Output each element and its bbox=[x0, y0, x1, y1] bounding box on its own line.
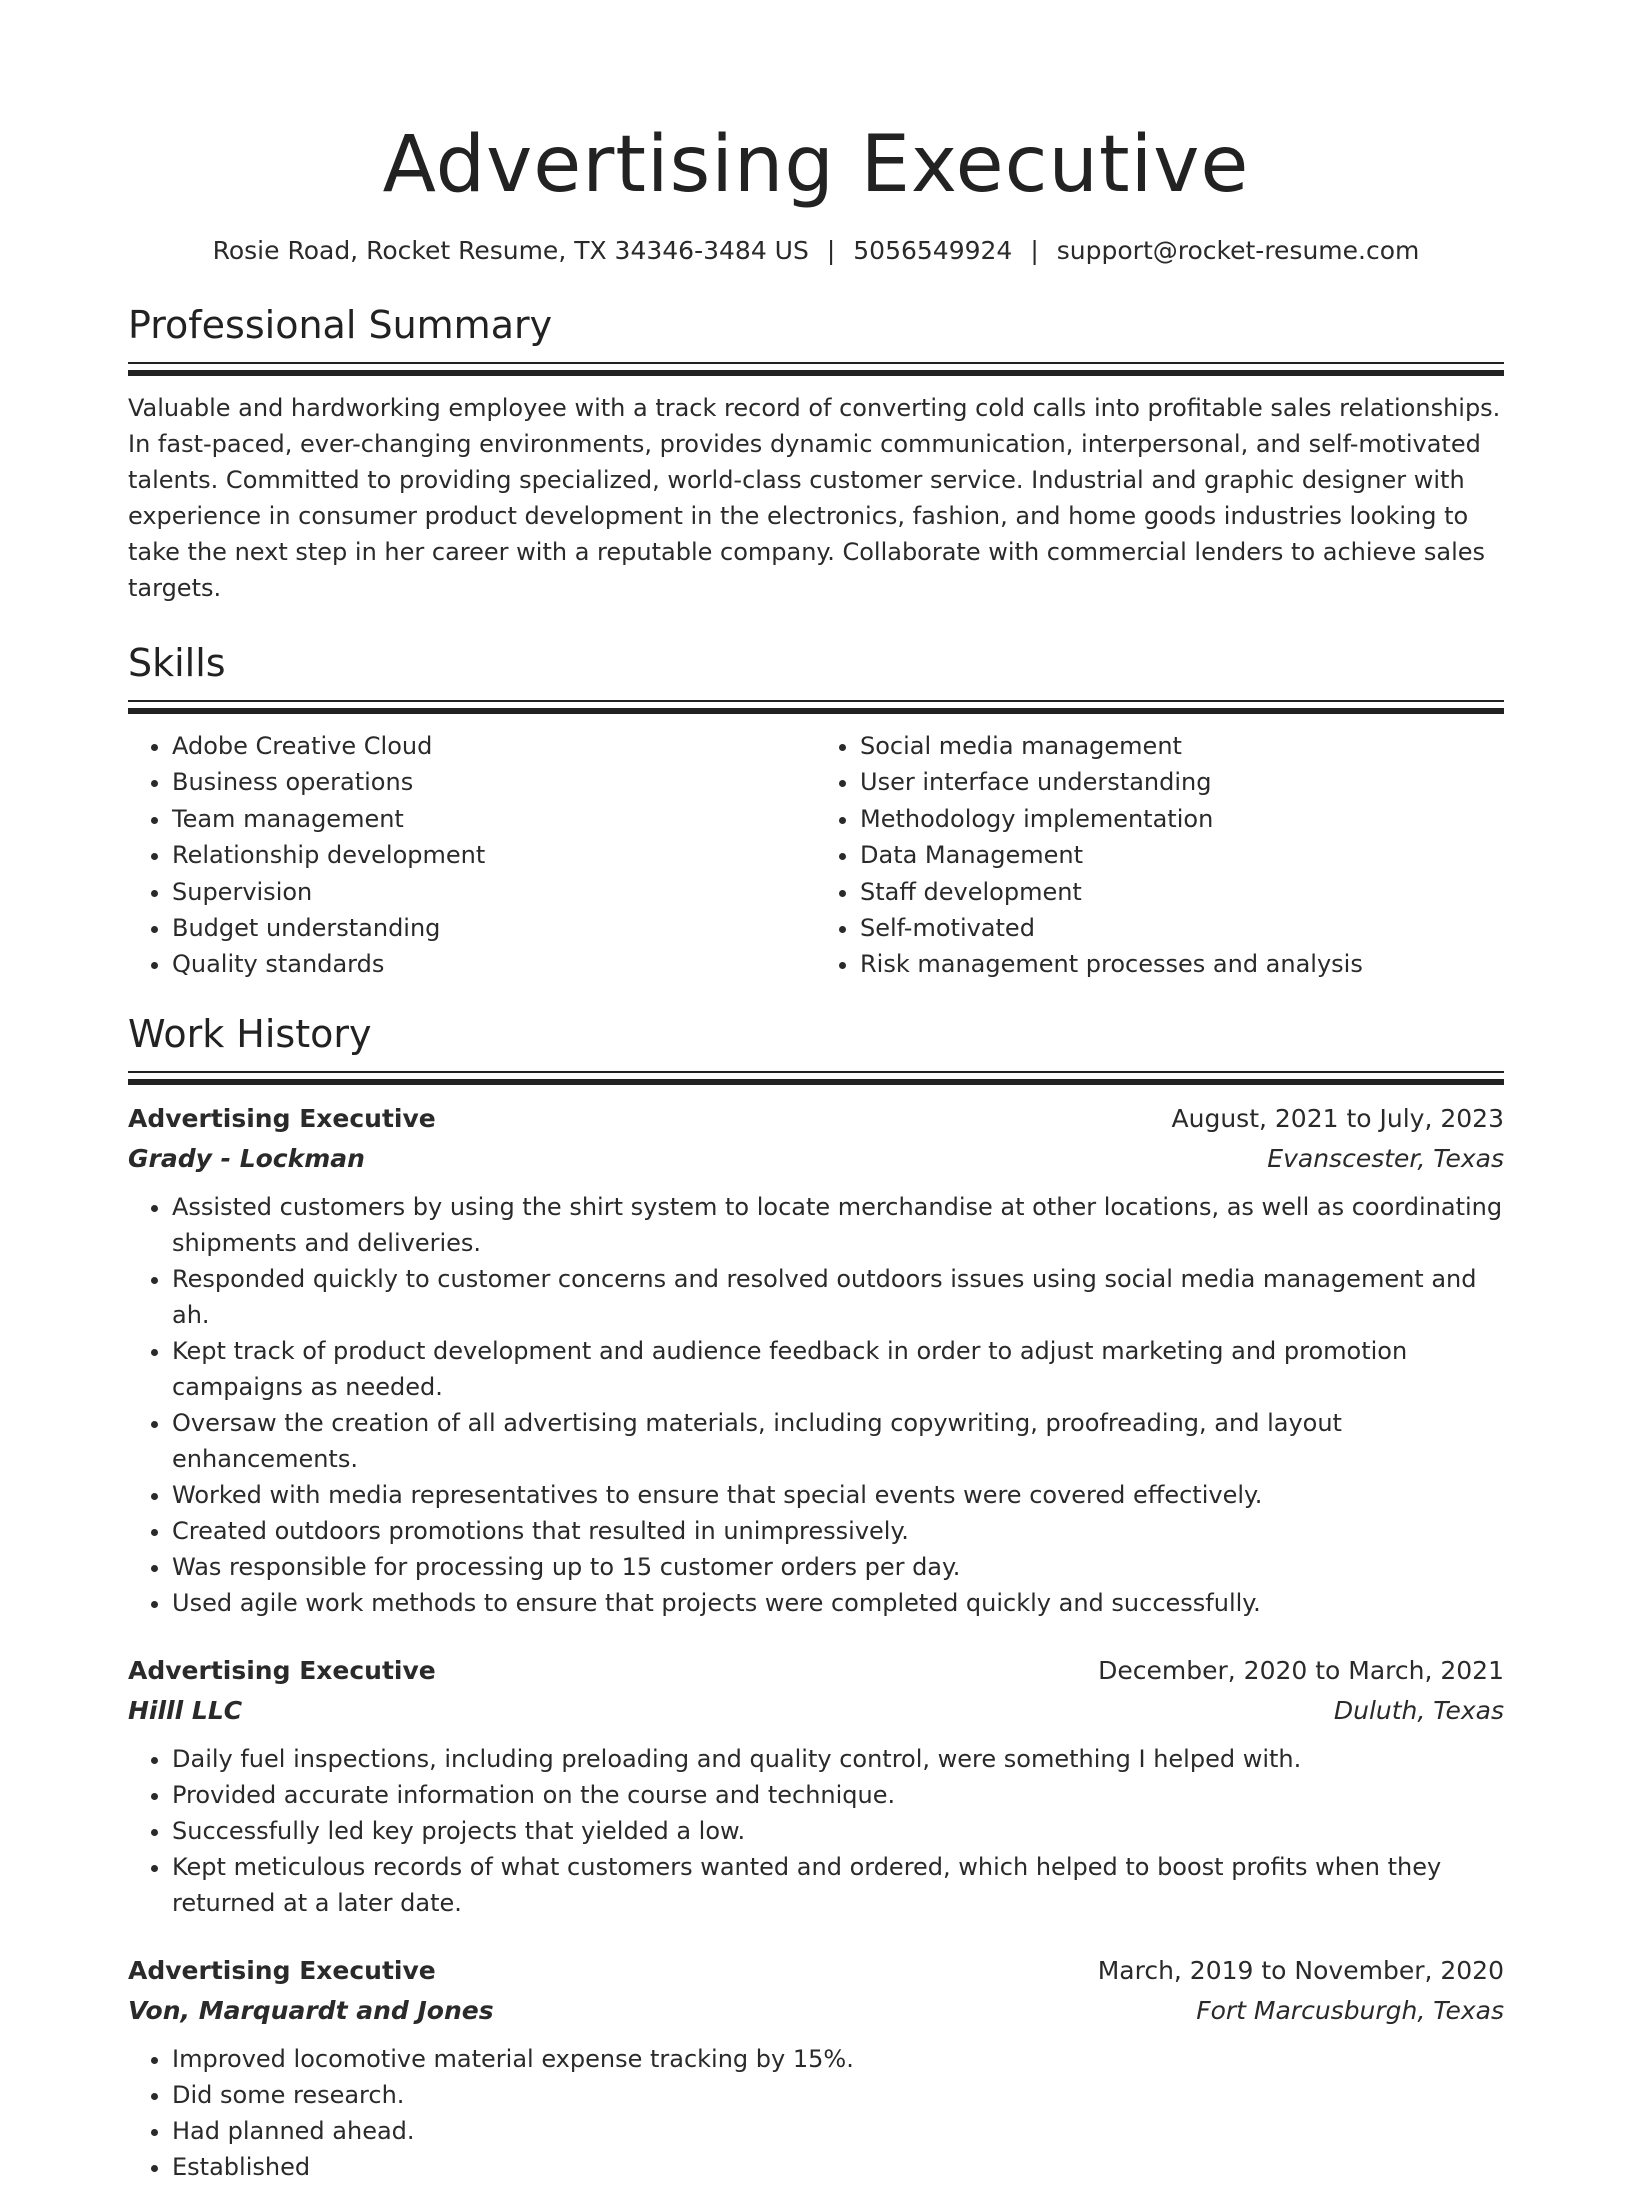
skill-item: • Social media management bbox=[860, 728, 1504, 764]
job-dates: August, 2021 to July, 2023 bbox=[1171, 1103, 1504, 1133]
job-bullet: • Provided accurate information on the course and technique. bbox=[172, 1777, 1504, 1813]
job-bullet: • Used agile work methods to ensure that projects were completed quickly and successfully. bbox=[172, 1585, 1504, 1621]
contact-separator: | bbox=[826, 236, 836, 265]
job-header-row bbox=[128, 1651, 1504, 1691]
job-bullet: • Did some research. bbox=[172, 2077, 1504, 2113]
job-bullets bbox=[128, 1189, 1504, 1621]
job-title: Advertising Executive bbox=[128, 1103, 436, 1133]
job-entry bbox=[128, 1099, 1504, 1621]
job-bullet: • Assisted customers by using the shirt system to locate merchandise at other locations, as well as coordinating shipments and deliveries. bbox=[172, 1189, 1504, 1261]
skill-item: • Quality standards bbox=[172, 946, 816, 982]
job-bullet: • Had planned ahead. bbox=[172, 2113, 1504, 2149]
skills-list-left bbox=[128, 728, 816, 983]
summary-section bbox=[128, 302, 1504, 606]
job-bullet: • Established bbox=[172, 2149, 1504, 2185]
section-divider bbox=[128, 1071, 1504, 1085]
skills-grid bbox=[128, 728, 1504, 983]
contact-line bbox=[128, 234, 1504, 268]
job-location: Duluth, Texas bbox=[1333, 1695, 1504, 1725]
job-company-row bbox=[128, 1139, 1504, 1179]
skill-item: • Methodology implementation bbox=[860, 801, 1504, 837]
skills-heading: Skills bbox=[128, 641, 226, 685]
work-section bbox=[128, 1011, 1504, 2185]
skill-item: • Staff development bbox=[860, 874, 1504, 910]
job-title: Advertising Executive bbox=[128, 1655, 436, 1685]
job-bullets bbox=[128, 2041, 1504, 2185]
work-heading: Work History bbox=[128, 1011, 372, 1056]
skill-item: • Team management bbox=[172, 801, 816, 837]
skills-section bbox=[128, 640, 1504, 983]
summary-text: Valuable and hardworking employee with a track record of converting cold calls into profitable sales relationships. In fast-paced, ever-changing environments, provides dynamic communication, interpersonal, and self-motivated talents. Committed to providing specialized, world-class customer service. Industrial and graphic designer with experience in consumer product development in the electronics, fashion, and home goods industries looking to take the next step in her career with a reputable company. Collaborate with commercial lenders to achieve sales targets. bbox=[128, 394, 1501, 602]
skill-item: • Data Management bbox=[860, 837, 1504, 873]
job-bullet: • Daily fuel inspections, including preloading and quality control, were something I helped with. bbox=[172, 1741, 1504, 1777]
contact-separator: | bbox=[1030, 236, 1039, 265]
summary-heading: Professional Summary bbox=[128, 303, 553, 347]
job-entry bbox=[128, 1651, 1504, 1921]
job-bullet: • Was responsible for processing up to 15 customer orders per day. bbox=[172, 1549, 1504, 1585]
job-header-row bbox=[128, 1099, 1504, 1139]
section-divider bbox=[128, 700, 1504, 714]
skills-list-right bbox=[816, 728, 1504, 983]
job-bullets bbox=[128, 1741, 1504, 1921]
contact-phone: 5056549924 bbox=[853, 236, 1013, 265]
job-location: Fort Marcusburgh, Texas bbox=[1196, 1995, 1504, 2025]
job-entry bbox=[128, 1951, 1504, 2185]
skill-item: • Risk management processes and analysis bbox=[860, 946, 1504, 982]
skill-item: • Relationship development bbox=[172, 837, 816, 873]
skill-item: • User interface understanding bbox=[860, 764, 1504, 800]
job-title: Advertising Executive bbox=[128, 1955, 436, 1985]
job-bullet: • Worked with media representatives to ensure that special events were covered effectively. bbox=[172, 1477, 1504, 1513]
job-company: Von, Marquardt and Jones bbox=[128, 1995, 494, 2025]
section-divider bbox=[128, 362, 1504, 376]
job-bullet: • Kept meticulous records of what customers wanted and ordered, which helped to boost profits when they returned at a later date. bbox=[172, 1849, 1504, 1921]
job-dates: December, 2020 to March, 2021 bbox=[1098, 1655, 1504, 1685]
job-location: Evanscester, Texas bbox=[1267, 1143, 1504, 1173]
job-bullet: • Kept track of product development and audience feedback in order to adjust marketing and promotion campaigns as needed. bbox=[172, 1333, 1504, 1405]
skill-item: • Self-motivated bbox=[860, 910, 1504, 946]
resume-title: Advertising Executive bbox=[382, 120, 1250, 210]
job-company: Hilll LLC bbox=[128, 1695, 243, 1725]
contact-email: support@rocket-resume.com bbox=[1056, 236, 1420, 265]
contact-address: Rosie Road, Rocket Resume, TX 34346-3484 US bbox=[212, 236, 809, 265]
skill-item: • Adobe Creative Cloud bbox=[172, 728, 816, 764]
job-company-row bbox=[128, 1691, 1504, 1731]
skill-item: • Supervision bbox=[172, 874, 816, 910]
job-company: Grady - Lockman bbox=[128, 1143, 365, 1173]
skill-item: • Budget understanding bbox=[172, 910, 816, 946]
job-company-row bbox=[128, 1991, 1504, 2031]
job-header-row bbox=[128, 1951, 1504, 1991]
job-bullet: • Improved locomotive material expense tracking by 15%. bbox=[172, 2041, 1504, 2077]
job-bullet: • Created outdoors promotions that resulted in unimpressively. bbox=[172, 1513, 1504, 1549]
job-bullet: • Successfully led key projects that yielded a low. bbox=[172, 1813, 1504, 1849]
job-bullet: • Oversaw the creation of all advertising materials, including copywriting, proofreading, and layout enhancements. bbox=[172, 1405, 1504, 1477]
skill-item: • Business operations bbox=[172, 764, 816, 800]
job-dates: March, 2019 to November, 2020 bbox=[1097, 1955, 1504, 1985]
job-bullet: • Responded quickly to customer concerns and resolved outdoors issues using social media management and ah. bbox=[172, 1261, 1504, 1333]
